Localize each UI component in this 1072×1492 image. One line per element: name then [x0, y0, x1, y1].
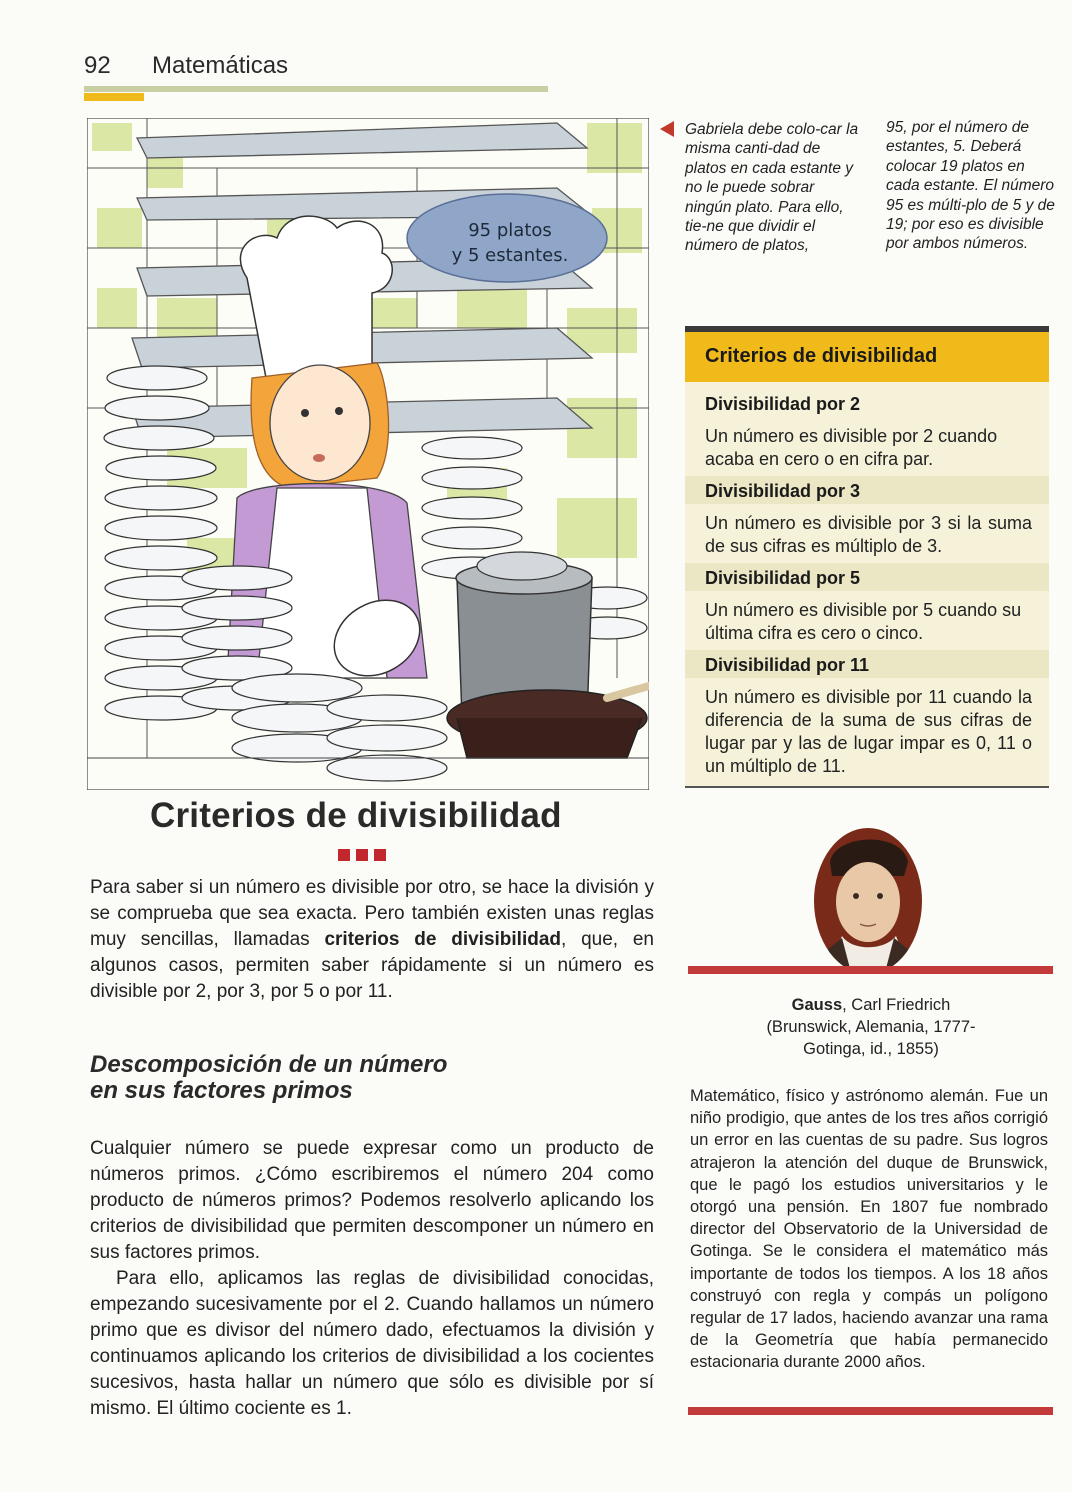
bubble-line-1: 95 platos	[468, 220, 552, 241]
rule-title-5: Divisibilidad por 5	[705, 568, 861, 588]
title-square-icon	[374, 849, 386, 861]
bubble-line-2: y 5 estantes.	[451, 245, 569, 266]
paragraph-factorization: Cualquier número se puede expresar como un producto de números primos. ¿Cómo escribiremos el número 204 como producto de números primos? Podemos resolverlo aplicando los criterios de divisibilidad que permiten descomponer un número en sus factores primos.	[90, 1138, 654, 1263]
caption-arrow-icon	[660, 121, 674, 137]
criteria-box-bottom-rule	[685, 786, 1049, 788]
subsection-heading-line-1: Descomposición de un número	[90, 1051, 448, 1078]
title-square-icon	[338, 849, 350, 861]
gauss-birth: (Brunswick, Alemania, 1777-	[766, 1018, 976, 1036]
rule-text-5: Un número es divisible por 5 cuando su última cifra es cero o cinco.	[705, 600, 1022, 643]
gauss-caption	[690, 994, 1052, 1060]
rule-text-3: Un número es divisible por 3 si la suma de sus cifras es múltiplo de 3.	[705, 513, 1032, 556]
header-rule	[84, 86, 548, 92]
gauss-given-names: , Carl Friedrich	[842, 996, 951, 1014]
intro-paragraph	[90, 875, 654, 1005]
subsection-heading-line-2: en sus factores primos	[90, 1077, 353, 1104]
caption-column-1: Gabriela debe colo-car la misma canti-dad de platos en cada estante y no le puede sobrar ningún plato. Para ello, tie-ne que dividir el número de platos,	[685, 121, 859, 255]
rule-title-11: Divisibilidad por 11	[705, 655, 870, 675]
page-number: 92	[84, 52, 111, 79]
gauss-name-line	[690, 994, 1052, 1016]
intro-text-end: , que, en algunos casos, permiten saber rápidamente si un número es divisible por 2, por 3, por 5 o por 11.	[90, 929, 654, 1002]
header-accent	[84, 93, 144, 101]
rule-title-3: Divisibilidad por 3	[705, 481, 861, 501]
intro-bold-term: criterios de divisibilidad	[324, 929, 562, 950]
rule-title-2: Divisibilidad por 2	[705, 394, 861, 414]
sidebar-rule-top	[688, 966, 1053, 974]
speech-bubble	[430, 218, 590, 268]
gauss-portrait	[812, 826, 924, 976]
subsection-heading	[90, 1052, 570, 1104]
criteria-box-title: Criterios de divisibilidad	[705, 345, 938, 367]
gauss-biography: Matemático, físico y astrónomo alemán. Fue un niño prodigio, que antes de los tres años corrigió un error en las cuentas de su padre. Sus logros atrajeron la atención del duque de Brunswick, que le pagó los estudios universitarios y le otorgó una pensión. En 1807 fue nombrado director del Observatorio de la Universidad de Gotinga. Se le considera el matemático más importante de todos los tiempos. A los 18 años construyó con regla y compás un polígono regular de 17 lados, haciendo avanzar una rama de la Geometría que había permanecido estacionaria durante 2000 años.	[690, 1087, 1048, 1372]
paragraph-method: Para ello, aplicamos las reglas de divisibilidad conocidas, empezando sucesivamente por el 2. Cuando hallamos un número primo que es divisor del número dado, efectuamos la división y continuamos aplicando los criterios de divisibilidad a los cocientes sucesivos, hasta hallar un número que sólo es divisible por sí mismo. El último cociente es 1.	[90, 1268, 654, 1419]
rule-text-2: Un número es divisible por 2 cuando acaba en cero o en cifra par.	[705, 426, 998, 469]
gauss-surname: Gauss	[791, 996, 843, 1014]
main-title: Criterios de divisibilidad	[150, 796, 562, 835]
sidebar-rule-bottom	[688, 1407, 1053, 1415]
caption-column-2: 95, por el número de estantes, 5. Deberá colocar 19 platos en cada estante. El número 95 es múlti-plo de 5 y de 19; por eso es divisible por ambos números.	[886, 119, 1055, 253]
intro-text: Para saber si un número es divisible por otro, se hace la división y se comprueba que sea exacta. Pero también existen unas reglas muy sencillas, llamadas	[90, 877, 654, 950]
rule-text-11: Un número es divisible por 11 cuando la diferencia de la suma de sus cifras de lugar par y las de lugar impar es 0, 11 o un múltiplo de 11.	[705, 687, 1032, 776]
gauss-death: Gotinga, id., 1855)	[803, 1040, 939, 1058]
section-title: Matemáticas	[152, 52, 289, 79]
title-square-icon	[356, 849, 368, 861]
